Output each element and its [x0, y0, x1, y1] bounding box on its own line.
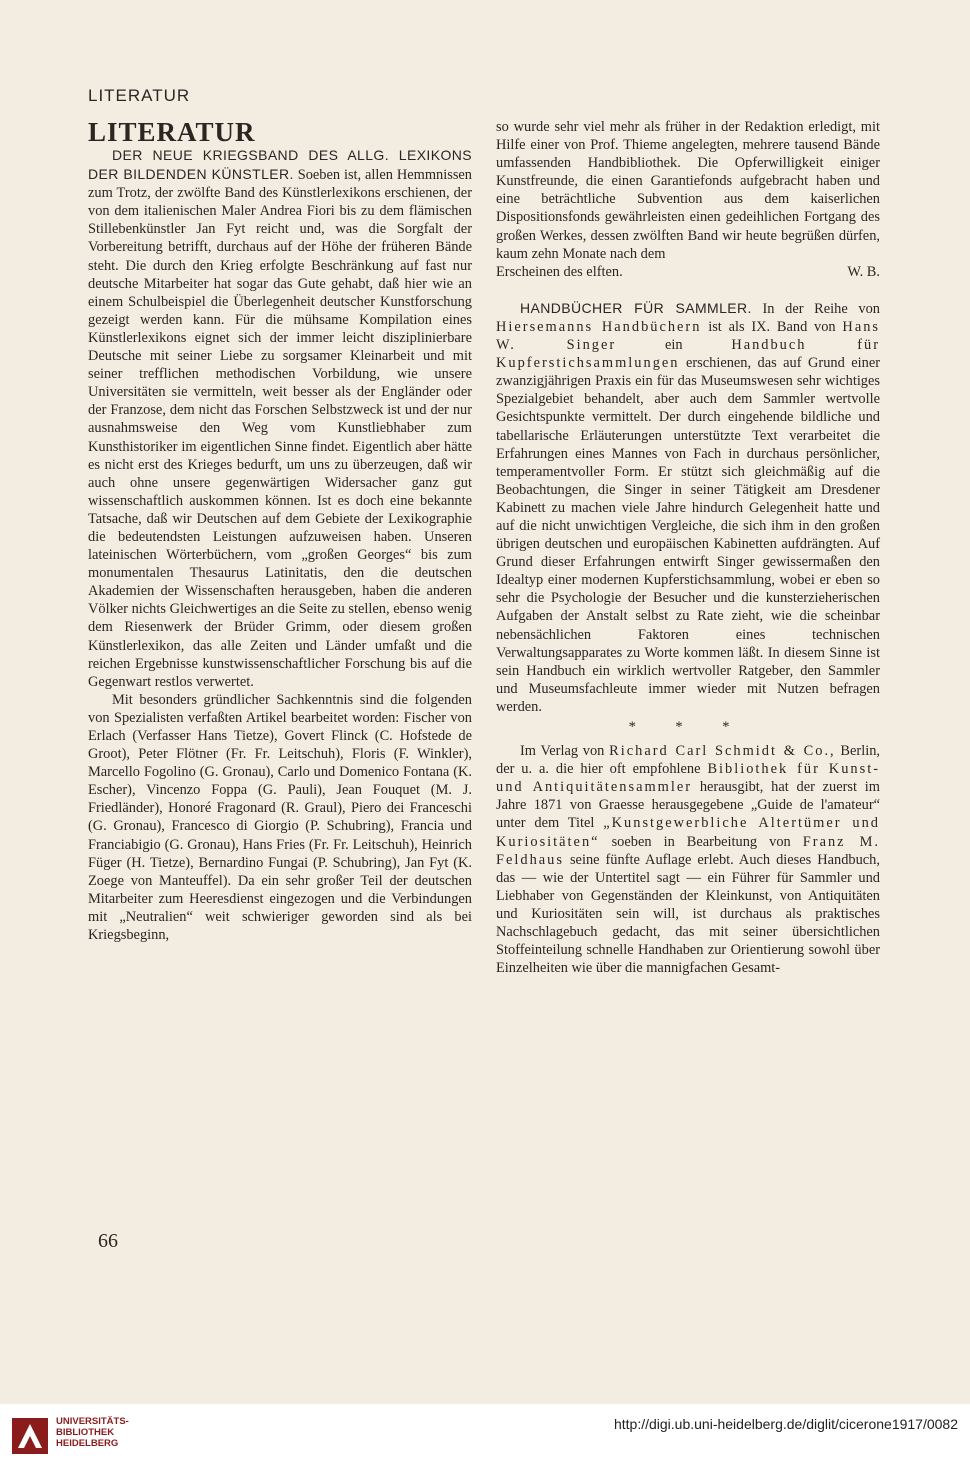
library-footer [0, 1404, 970, 1471]
author-name: Hans W. Singer [496, 318, 880, 354]
text-run: Berlin, der u. a. die hier oft empfohlene [496, 743, 880, 778]
library-name [56, 1416, 129, 1449]
library-name-line: BIBLIOTHEK [56, 1427, 115, 1438]
article-contributors: Mit besonders gründlicher Sachkenntnis sind die folgenden von Spezialisten verfaßten Artikel bearbeitet worden: Fischer von Erlach (Verfasser Hans Tietze), Govert Flinck (C. Hofstede de Groot), Peter Flötner (Fr. Fr. Leitschuh), Floris (F. Winkler), Marcello Fogolino (G. Gronau), Carlo und Domenico Fontana (K. Escher), Vincenzo Foppa (G. Pauli), Jean Fouquet (M. J. Friedländer), Honoré Fragonard (R. Graul), Piero dei Franceschi (G. Gronau), Francesco di Giorgio (P. Schubring), Francia und Franciabigio (G. Gronau), Hans Fries (Fr. Fr. Leitschuh), Heinrich Füger (H. Tietze), Bernardino Fungai (P. Schubring), Jan Fyt (K. Zoege von Manteuffel). Da ein sehr großer Teil der deutschen Mitarbeiter zum Heeresdienst eingezogen und die Verbindungen mit „Neutralien“ weit schwieriger geworden sind als bei Kriegsbeginn, [88, 691, 472, 944]
text-run: Im Verlag von [520, 743, 605, 760]
right-column [496, 118, 880, 977]
series-name: Hiersemanns Handbüchern [496, 318, 702, 335]
running-head: LITERATUR [88, 86, 191, 105]
signature-line [496, 263, 880, 281]
text-run: ein [664, 337, 683, 354]
article-body: seine fünfte Auflage erlebt. Auch dieses Handbuch, das — wie der Untertitel sagt — ein Führer für Sammler und Liebhaber von Gegenständen der Kleinkunst, von Antiquitäten und Kuriositäten sein will, ist durchaus als praktisches Nachschlagebuch gedacht, das mit seiner übersichtlichen Stoffeinteilung schnelle Handhaben zur Orientierung sowohl über Einzelheiten wie über die mannigfachen Gesamt- [496, 851, 880, 977]
author-signature: W. B. [847, 263, 880, 280]
article-body: erschienen, das auf Grund einer zwanzigjährigen Praxis ein für das Museumswesen sehr wichtiges Spezialgebiet behandelt, aber auch dem Sammler wertvolle Gesichtspunkte vermittelt. Der durch eingehende bildliche und tabellarische Erläuterungen unterstützte Text verarbeitet die Erfahrungen eines Mannes von Fach in durchaus persönlicher, temperamentvoller Form. Er stützt sich gleichmäßig auf die Beobachtungen, die Singer in seiner Tätigkeit am Dresdener Kabinett zu machen viele Jahre hindurch Gelegenheit hatte und auf die nicht unwichtigen Vergleiche, die sich ihm in den großen übrigen deutschen und europäischen Kabinetten aufdrängten. Auf Grund dieser Erfahrungen entwirft Singer gewissermaßen den Idealtyp einer modernen Kupferstichsammlung, wobei er eben so sehr die Psychologie der Besucher und die kunsterzieherischen Aufgaben der Anstalt selbst zu Rate zieht, wie die scheinbar nebensächlichen Faktoren eines technischen Verwaltungsapparates zu Worte kommen läßt. In diesem Sinne ist sein Handbuch ein wirklich wertvoller Ratgeber, den Sammler und Museumsfachleute immer wieder mit Nutzen befragen werden. [496, 355, 880, 715]
book-title: Handbuch für Kupferstichsammlungen [496, 337, 880, 372]
university-library-logo-icon [10, 1416, 50, 1456]
page-number: 66 [98, 1230, 118, 1252]
section-separator: * * * [628, 719, 748, 735]
text-run: In der Reihe von [762, 300, 880, 317]
text-run: soeben in Bearbeitung von [611, 833, 791, 850]
page-title: LITERATUR [88, 117, 256, 147]
text-run: ist als IX. Band von [708, 318, 836, 335]
source-url-link[interactable]: http://digi.ub.uni-heidelberg.de/diglit/cicerone1917/0082 [613, 1416, 958, 1432]
article-continuation: so wurde sehr viel mehr als früher in der Redaktion erledigt, mit Hilfe einer von Prof. Thieme angelegten, mehrere tausend Bände umfassenden Handbibliothek. Die Opferwilligkeit einiger Kunstfreunde, die einen Garantiefonds aufgebracht haben und eine beträchtliche Subvention aus dem kaiserlichen Dispositionsfonds gewährleisten einen gedeihlichen Fortgang des großen Werkes, dessen zwölften Band wir heute begrüßen dürfen, kaum zehn Monate nach dem [496, 119, 880, 262]
article-body: Soeben ist, allen Hemmnissen zum Trotz, der zwölfte Band des Künstlerlexikons erschienen, der von dem italienischen Maler Andrea Fiori bis zu dem flämischen Stillebenkünstler Jan Fyt reicht und, was die Sorgfalt der Vorbereitung betrifft, durchaus auf der Höhe der früheren Bände steht. Die durch den Krieg erfolgte Beschränkung auf fast nur deutsche Mitarbeiter hat sogar das Gute gehabt, daß hier wie an einem Schulbeispiel die Überlegenheit deutscher Kunstforschung gezeigt werden kann. Für die mühsame Kompilation eines Künstlerlexikons eignet sich der immer leicht disziplinierbare Deutsche mit seiner Liebe zu sorgsamer Kleinarbeit und mit seiner trefflichen methodischen Vorbildung, wie unsere Universitäten sie vermitteln, weit besser als der Engländer oder der Franzose, dem nicht das Forschen Selbstzweck ist und der nur ausnahmsweise den Weg vom Kunstliebhaber zum Kunsthistoriker im eigentlichen Sinne findet. Eigentlich aber hätte es nicht erst des Krieges bedurft, um uns zu überzeugen, daß wir auch ohne unsere gegenwärtigen Widersacher ganz gut wissenschaftlich auskommen können. Ist es doch eine bekannte Tatsache, daß wir Deutschen auf dem Gebiete der Lexikographie die bedeutendsten Leistungen aufzuweisen haben. Unseren lateinischen Wörterbüchern, vom „großen Georges“ bis zum monumentalen Thesaurus Latinitatis, den die deutschen Akademien der Wissenschaften herausgeben, haben die anderen Völker nichts Gleichwertiges an die Seite zu stellen, ebenso wenig dem Riesenwerk der Brüder Grimm, oder diesem großen Künstlerlexikon, das alle Zeiten und Länder umfaßt und die reichen Ergebnisse kunstwissenschaftlicher Forschung bis auf die Gegenwart restlos verwertet. [88, 167, 472, 690]
article-kriegsband [88, 146, 472, 691]
library-name-line: HEIDELBERG [56, 1438, 119, 1449]
article-kunstgewerbe [496, 742, 880, 977]
library-name-line: UNIVERSITÄTS- [56, 1416, 129, 1427]
article-handbuecher [496, 299, 880, 716]
series-name: Bibliothek für Kunst- und Antiquitätensammler [496, 761, 880, 796]
publisher-name: Richard Carl Schmidt & Co., [609, 743, 836, 760]
text-run: herausgibt, hat der zuerst im Jahre 1871 von Graesse herausgegebene „Guide de l'amateur“ unter dem Titel [496, 779, 880, 832]
editor-name: Franz M. Feldhaus [496, 833, 880, 868]
article-heading: HANDBÜCHER FÜR SAMMLER. [520, 299, 752, 316]
book-title: „Kunstgewerbliche Altertümer und Kuriositäten“ [496, 815, 880, 850]
article-heading: DER NEUE KRIEGSBAND DES ALLG. LEXIKONS DER BILDENDEN KÜNSTLER. [88, 147, 472, 183]
closing-text: Erscheinen des elften. [496, 263, 623, 280]
left-column [88, 118, 472, 944]
